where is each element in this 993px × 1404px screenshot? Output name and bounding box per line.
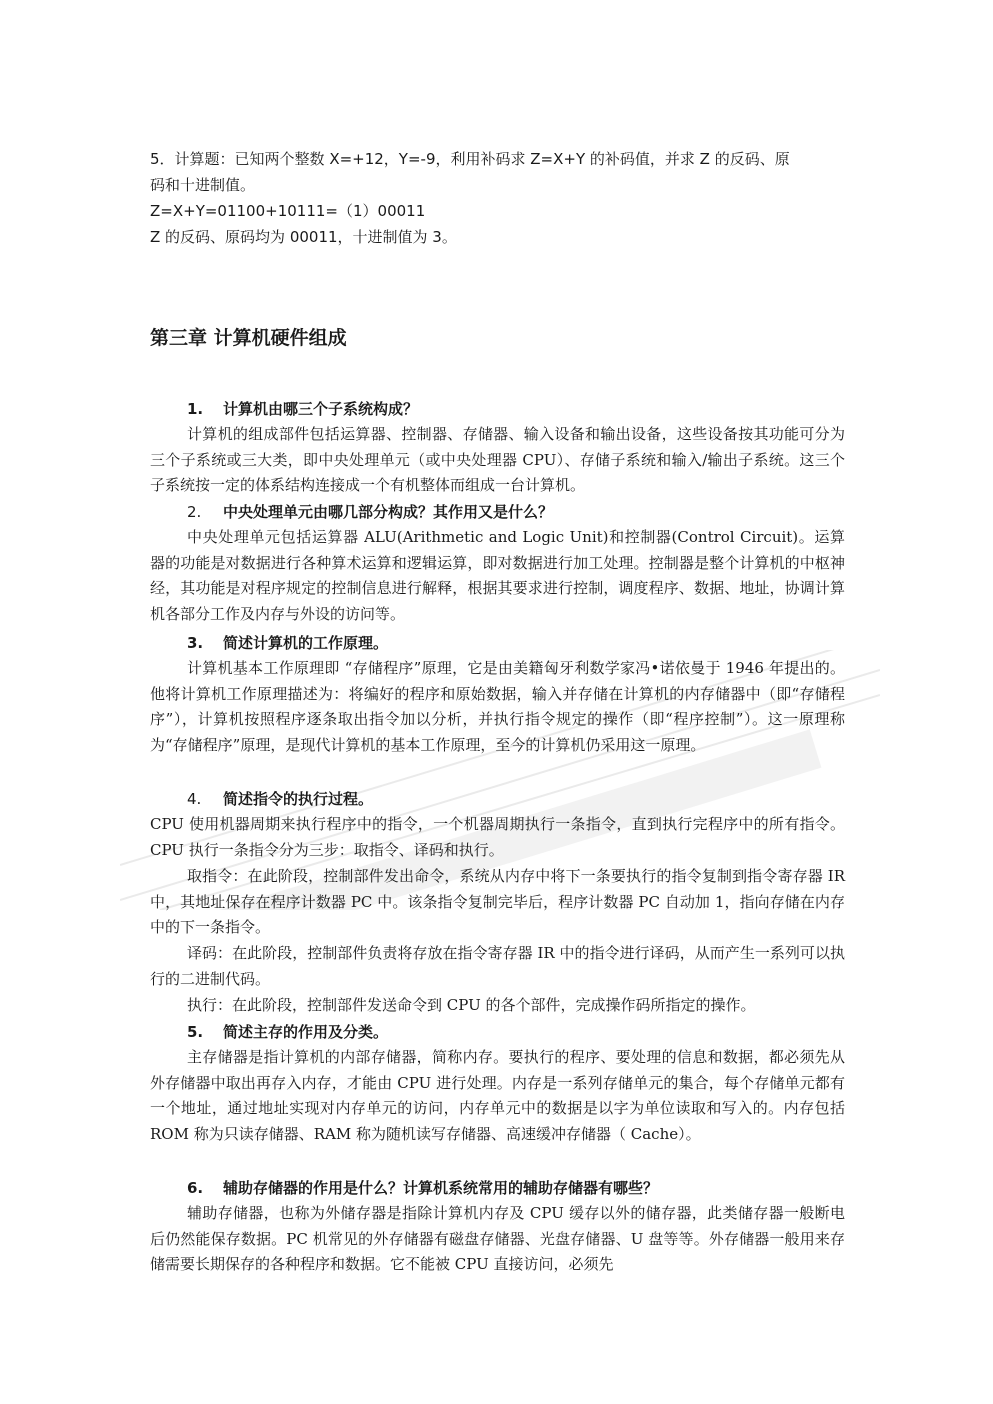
section-5-heading	[187, 1019, 388, 1045]
section-5-number: 5.	[187, 1023, 204, 1041]
section-6-heading	[187, 1175, 658, 1201]
intro-line-2: 码和十进制值。	[150, 176, 256, 194]
intro-line-4: Z 的反码、原码均为 00011，十进制值为 3。	[150, 228, 457, 246]
section-3-title: 简述计算机的工作原理。	[223, 634, 389, 652]
section-1-paragraph: 计算机的组成部件包括运算器、控制器、存储器、输入设备和输出设备，这些设备按其功能可分为三个子系统或三大类，即中央处理单元（或中央处理器 CPU）、存储子系统和输入/输出子系统。这三个子系统按一定的体系结构连接成一个有机整体而组成一台计算机。	[150, 425, 845, 494]
section-3-paragraph: 计算机基本工作原理即 “存储程序”原理，它是由美籍匈牙利数学家冯•诺依曼于 1946 年提出的。他将计算机工作原理描述为：将编好的程序和原始数据，输入并存储在计算机的内存储器中（即“存储程序”），计算机按照程序逐条取出指令加以分析，并执行指令规定的操作（即“程序控制”）。这一原理称为“存储程序”原理，是现代计算机的基本工作原理，至今的计算机仍采用这一原理。	[150, 659, 845, 754]
chapter-title: 第三章 计算机硬件组成	[150, 327, 347, 349]
section-4-paragraph-2: 取指令：在此阶段，控制部件发出命令，系统从内存中将下一条要执行的指令复制到指令寄存器 IR 中，其地址保存在程序计数器 PC 中。该条指令复制完毕后，程序计数器 PC 自动加 1，指向存储在内存中的下一条指令。	[150, 867, 845, 936]
section-5-title: 简述主存的作用及分类。	[223, 1023, 389, 1041]
section-3-heading	[187, 630, 388, 656]
intro-line-1: 5．计算题：已知两个整数 X=+12，Y=-9，利用补码求 Z=X+Y 的补码值，并求 Z 的反码、原	[150, 150, 790, 168]
section-5-paragraph: 主存储器是指计算机的内部存储器，简称内存。要执行的程序、要处理的信息和数据，都必须先从外存储器中取出再存入内存，才能由 CPU 进行处理。内存是一系列存储单元的集合，每个存储单元都有一个地址，通过地址实现对内存单元的访问，内存单元中的数据是以字为单位读取和写入的。内存包括 ROM 称为只读存储器、RAM 称为随机读写存储器、高速缓冲存储器（ Cache）。	[150, 1048, 845, 1143]
section-3-number: 3.	[187, 634, 204, 652]
section-4-number: 4.	[187, 790, 202, 808]
section-6-paragraph: 辅助存储器，也称为外储存器是指除计算机内存及 CPU 缓存以外的储存器，此类储存器一般断电后仍然能保存数据。PC 机常见的外存储器有磁盘存储器、光盘存储器、U 盘等等。外存储器一般用来存储需要长期保存的各种程序和数据。它不能被 CPU 直接访问，必须先	[150, 1204, 845, 1273]
intro-line-3: Z=X+Y=01100+10111=（1）00011	[150, 202, 426, 220]
section-2-title: 中央处理单元由哪几部分构成？其作用又是什么？	[223, 503, 554, 521]
section-1-number: 1.	[187, 400, 204, 418]
section-4-paragraph-4: 执行：在此阶段，控制部件发送命令到 CPU 的各个部件，完成操作码所指定的操作。	[187, 996, 756, 1014]
section-1-heading	[187, 396, 418, 422]
section-2-paragraph: 中央处理单元包括运算器 ALU(Arithmetic and Logic Unit)和控制器(Control Circuit)。运算器的功能是对数据进行各种算术运算和逻辑运算，即对数据进行加工处理。控制器是整个计算机的中枢神经，其功能是对程序规定的控制信息进行解释，根据其要求进行控制，调度程序、数据、地址，协调计算机各部分工作及内存与外设的访问等。	[150, 528, 845, 623]
section-6-number: 6.	[187, 1179, 204, 1197]
section-1-title: 计算机由哪三个子系统构成？	[223, 400, 419, 418]
section-2-heading	[187, 499, 553, 525]
section-4-title: 简述指令的执行过程。	[223, 790, 374, 808]
section-6-title: 辅助存储器的作用是什么？计算机系统常用的辅助存储器有哪些？	[223, 1179, 659, 1197]
section-4-paragraph-3: 译码：在此阶段，控制部件负责将存放在指令寄存器 IR 中的指令进行译码，从而产生一系列可以执行的二进制代码。	[150, 944, 845, 988]
section-4-heading	[187, 786, 373, 812]
section-4-paragraph-1: CPU 使用机器周期来执行程序中的指令，一个机器周期执行一条指令，直到执行完程序中的所有指令。CPU 执行一条指令分为三步：取指令、译码和执行。	[150, 815, 845, 859]
section-2-number: 2.	[187, 503, 202, 521]
